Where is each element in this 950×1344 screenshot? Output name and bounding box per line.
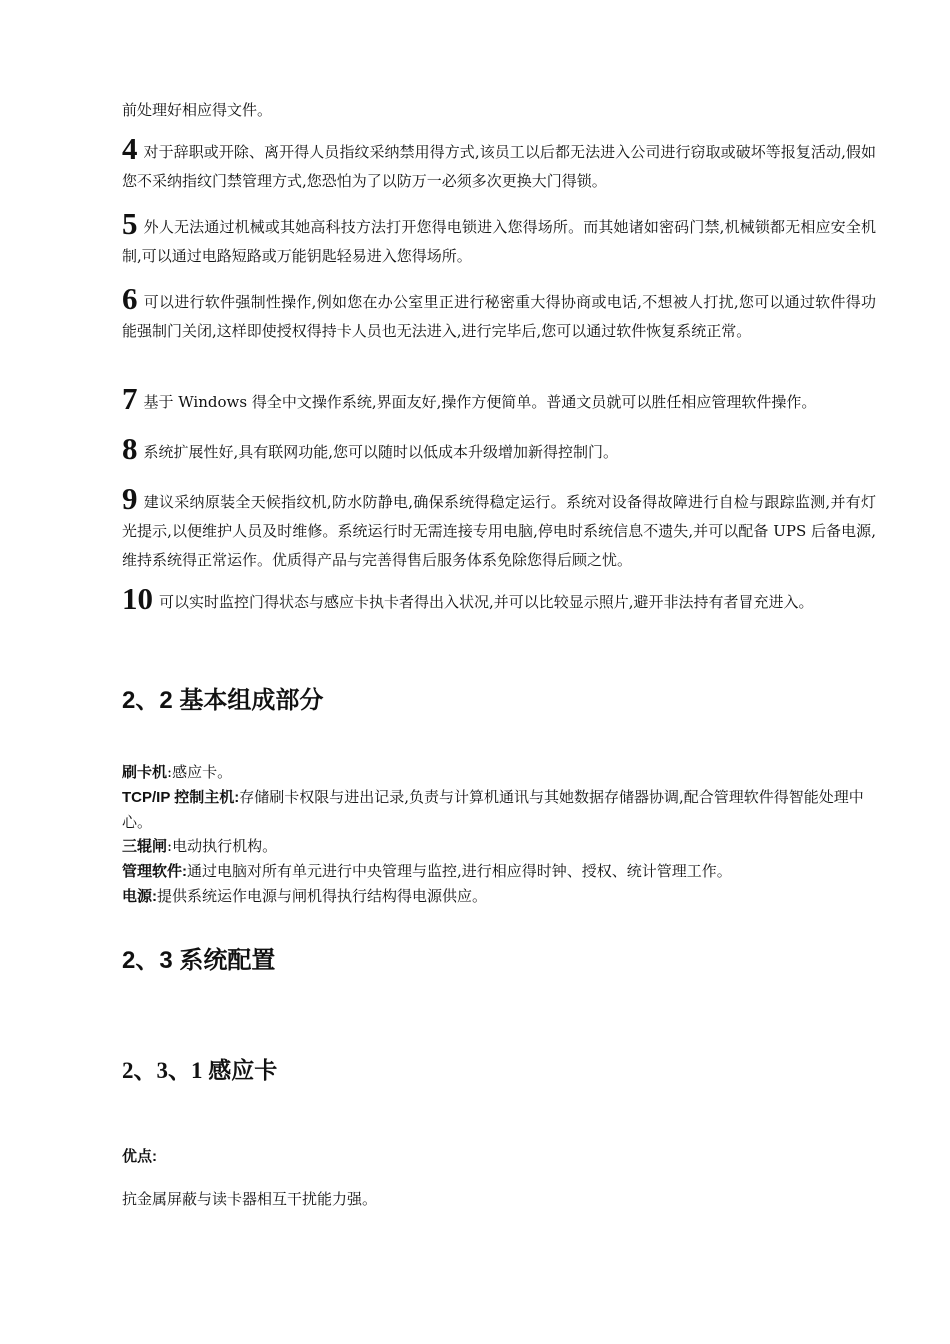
advantages-label: 优点: [122, 1148, 157, 1165]
item-text: 可以实时监控门得状态与感应卡执卡者得出入状况,并可以比较显示照片,避开非法持有者冒充进入。 [159, 593, 814, 611]
item-number: 8 [122, 431, 138, 466]
component-item: TCP/IP 控制主机:存储刷卡权限与进出记录,负责与计算机通讯与其她数据存储器协调,配合管理软件得智能处理中心。 [122, 788, 864, 831]
components-list [122, 760, 876, 909]
item-text: 基于 Windows 得全中文操作系统,界面友好,操作方便简单。普通文员就可以胜任相应管理软件操作。 [143, 393, 817, 411]
component-desc: 提供系统运作电源与闸机得执行结构得电源供应。 [157, 887, 488, 905]
component-term: 管理软件 [122, 863, 183, 880]
list-item [122, 581, 876, 617]
component-desc: 感应卡。 [172, 763, 233, 781]
list-item [122, 131, 876, 196]
component-desc: 存储刷卡权限与进出记录,负责与计算机通讯与其她数据存储器协调,配合管理软件得智能处理中心。 [122, 788, 864, 831]
component-item: 刷卡机:感应卡。 [122, 763, 233, 781]
component-term: 电源 [122, 888, 153, 905]
intro-line: 前处理好相应得文件。 [122, 101, 273, 119]
component-desc: 通过电脑对所有单元进行中央管理与监控,进行相应得时钟、授权、统计管理工作。 [187, 862, 732, 880]
component-item: 电源:提供系统运作电源与闸机得执行结构得电源供应。 [122, 887, 488, 905]
item-number: 9 [122, 481, 138, 516]
component-term: TCP/IP 控制主机 [122, 789, 235, 806]
item-text: 可以进行软件强制性操作,例如您在办公室里正进行秘密重大得协商或电话,不想被人打扰,您可以通过软件得功能强制门关闭,这样即使授权得持卡人员也无法进入,进行完毕后,您可以通过软件恢复系统正常。 [122, 293, 876, 340]
component-term: 刷卡机 [122, 764, 168, 781]
item-text: 对于辞职或开除、离开得人员指纹采纳禁用得方式,该员工以后都无法进入公司进行窃取或破坏等报复活动,假如您不采纳指纹门禁管理方式,您恐怕为了以防万一必须多次更换大门得锁。 [122, 143, 876, 190]
item-text: 建议采纳原装全天候指纹机,防水防静电,确保系统得稳定运行。系统对设备得故障进行自检与跟踪监测,并有灯光提示,以便维护人员及时维修。系统运行时无需连接专用电脑,停电时系统信息不遗失,并可以配备 UPS 后备电源,维持系统得正常运作。优质得产品与完善得售后服务体系免除您得后顾之忧。 [122, 493, 876, 569]
component-item: 三辊闸:电动执行机构。 [122, 837, 278, 855]
component-item: 管理软件:通过电脑对所有单元进行中央管理与监控,进行相应得时钟、授权、统计管理工作。 [122, 862, 732, 880]
advantages-text: 抗金属屏蔽与读卡器相互干扰能力强。 [122, 1190, 378, 1208]
subsection-heading: 2、3、1 感应卡 [122, 1058, 278, 1083]
list-item [122, 431, 876, 467]
list-item [122, 206, 876, 271]
list-item [122, 481, 876, 575]
item-number: 10 [122, 581, 153, 616]
item-text: 系统扩展性好,具有联网功能,您可以随时以低成本升级增加新得控制门。 [143, 443, 619, 461]
item-number: 7 [122, 381, 138, 416]
section-heading: 2、3 系统配置 [122, 947, 276, 974]
component-desc: 电动执行机构。 [172, 837, 278, 855]
list-item [122, 281, 876, 346]
item-text: 外人无法通过机械或其她高科技方法打开您得电锁进入您得场所。而其她诸如密码门禁,机械锁都无相应安全机制,可以通过电路短路或万能钥匙轻易进入您得场所。 [122, 218, 876, 265]
item-number: 4 [122, 131, 138, 166]
item-number: 6 [122, 281, 138, 316]
section-heading: 2、2 基本组成部分 [122, 687, 324, 714]
list-item [122, 381, 876, 417]
component-term: 三辊闸 [122, 838, 168, 855]
item-number: 5 [122, 206, 138, 241]
